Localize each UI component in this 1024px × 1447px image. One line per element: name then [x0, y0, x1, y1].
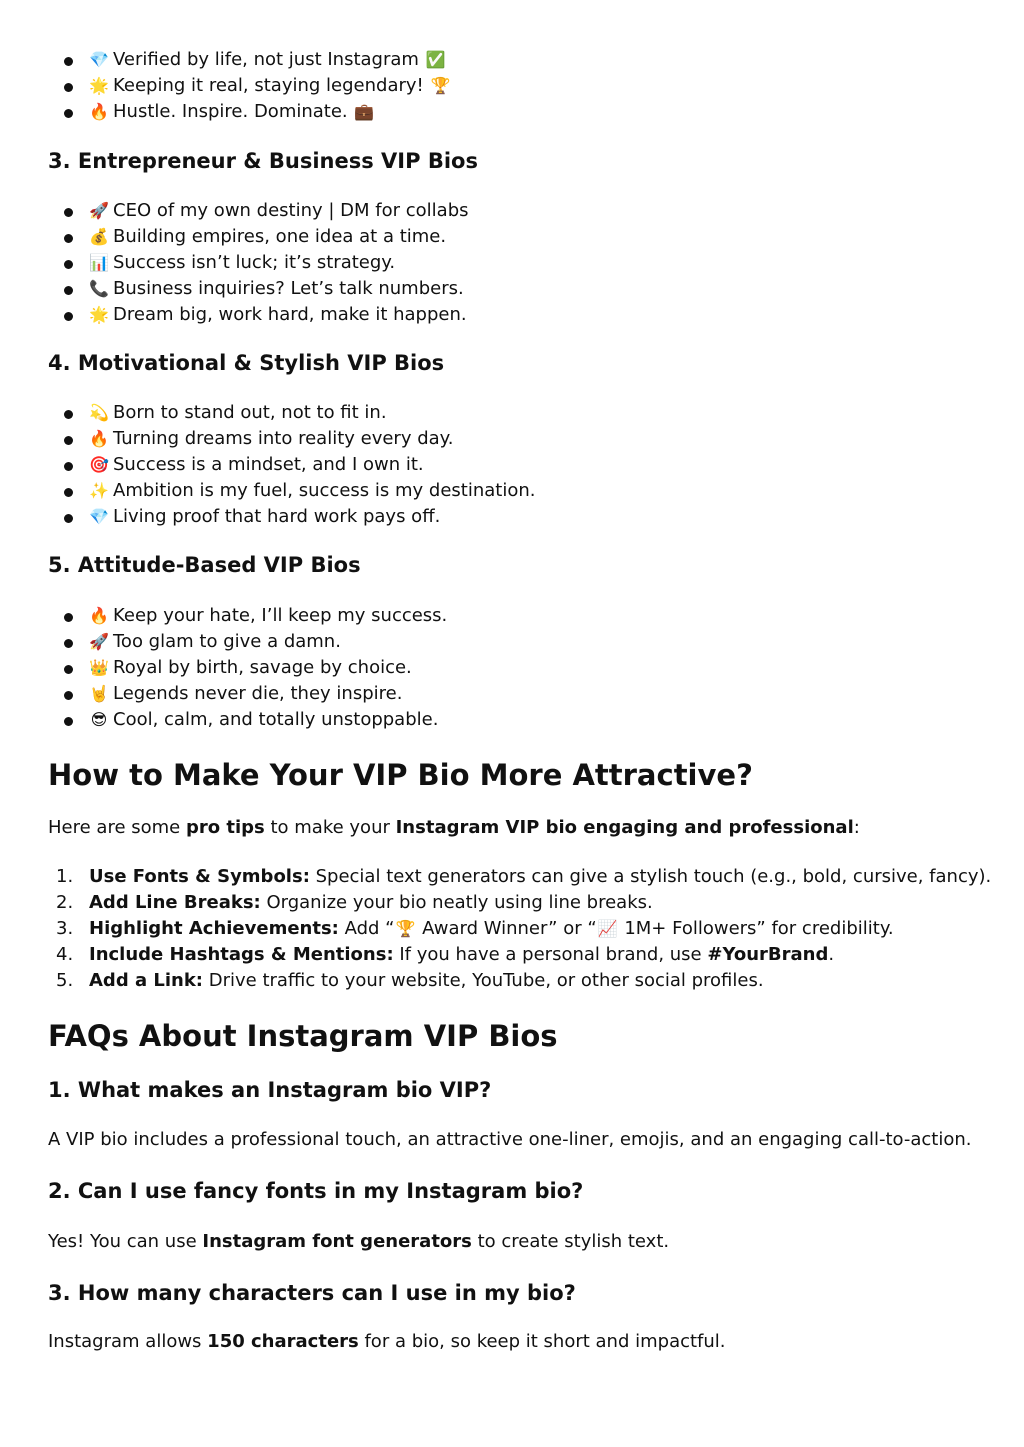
- list-item: [48, 629, 447, 655]
- list-item-text: Success isn’t luck; it’s strategy.: [113, 252, 396, 273]
- attitude-bullet-list: [48, 603, 447, 733]
- tip-text: Special text generators can give a stylish touch (e.g., bold, cursive, fancy).: [309, 866, 992, 887]
- fire-icon: 🔥: [89, 606, 109, 625]
- tip-title: Highlight Achievements:: [89, 918, 339, 939]
- list-item: [48, 968, 991, 994]
- list-item-text: Verified by life, not just Instagram: [113, 49, 419, 70]
- faq-answer-3: [48, 1329, 726, 1355]
- sunglasses-face-icon: 😎: [90, 710, 108, 729]
- list-item-text: CEO of my own destiny | DM for collabs: [113, 200, 469, 221]
- list-item: [48, 198, 469, 224]
- fire-icon: 🔥: [89, 429, 109, 448]
- list-item: [48, 452, 535, 478]
- section-heading-attractive: How to Make Your VIP Bio More Attractive?: [48, 758, 753, 792]
- list-item-text: Building empires, one idea at a time.: [113, 226, 447, 247]
- list-item: [48, 890, 991, 916]
- list-number: 1.: [56, 866, 74, 887]
- tip-text: .: [828, 944, 835, 965]
- tip-title: Add Line Breaks:: [89, 892, 261, 913]
- intro-text: :: [853, 817, 860, 838]
- list-item-text: Keeping it real, staying legendary!: [113, 75, 424, 96]
- gem-icon: 💎: [89, 50, 109, 69]
- tip-text: Award Winner” or “: [416, 918, 597, 939]
- list-item: [48, 504, 535, 530]
- tip-text: If you have a personal brand, use: [393, 944, 708, 965]
- list-item-text: Keep your hate, I’ll keep my success.: [113, 605, 448, 626]
- list-item: [48, 426, 535, 452]
- faq-question-1: 1. What makes an Instagram bio VIP?: [48, 1078, 492, 1102]
- star-icon: 🌟: [89, 76, 109, 95]
- list-item: [48, 655, 447, 681]
- list-item-text: Turning dreams into reality every day.: [113, 428, 454, 449]
- list-item: [48, 942, 991, 968]
- star-icon: 🌟: [89, 305, 109, 324]
- list-item: [48, 400, 535, 426]
- telephone-icon: 📞: [89, 279, 109, 298]
- section-heading-motivational: 4. Motivational & Stylish VIP Bios: [48, 351, 445, 375]
- list-item-text: Cool, calm, and totally unstoppable.: [113, 709, 439, 730]
- rock-hand-icon: 🤘: [89, 684, 109, 703]
- answer-text: to create stylish text.: [471, 1231, 670, 1252]
- list-item: [48, 603, 447, 629]
- target-icon: 🎯: [89, 455, 109, 474]
- section-heading-attitude: 5. Attitude-Based VIP Bios: [48, 553, 361, 577]
- section-heading-faq: FAQs About Instagram VIP Bios: [48, 1019, 558, 1053]
- trophy-icon: 🏆: [430, 76, 451, 95]
- list-item: [48, 707, 447, 733]
- tip-text: Add “: [338, 918, 395, 939]
- intro-bold: Instagram VIP bio engaging and professional: [395, 817, 854, 838]
- faq-answer-2: [48, 1229, 669, 1255]
- list-number: 5.: [56, 970, 74, 991]
- money-bag-icon: 💰: [89, 227, 109, 246]
- list-item: [48, 73, 451, 99]
- fire-icon: 🔥: [89, 102, 109, 121]
- list-item-text: Too glam to give a damn.: [113, 631, 341, 652]
- faq-question-3: 3. How many characters can I use in my bio?: [48, 1281, 576, 1305]
- section-heading-entrepreneur: 3. Entrepreneur & Business VIP Bios: [48, 149, 478, 173]
- attractive-intro: [48, 815, 860, 841]
- tip-title: Use Fonts & Symbols:: [89, 866, 310, 887]
- list-item-text: Living proof that hard work pays off.: [113, 506, 441, 527]
- list-item-text: Royal by birth, savage by choice.: [113, 657, 412, 678]
- tips-numbered-list: [48, 864, 991, 994]
- bar-chart-icon: 📊: [89, 253, 109, 272]
- tip-text: Organize your bio neatly using line breaks.: [260, 892, 653, 913]
- list-item-text: Success is a mindset, and I own it.: [113, 454, 424, 475]
- list-item: [48, 302, 469, 328]
- trophy-icon: 🏆: [395, 919, 416, 938]
- tip-title: Include Hashtags & Mentions:: [89, 944, 394, 965]
- list-item: [48, 99, 451, 125]
- list-item-text: Ambition is my fuel, success is my destination.: [113, 480, 536, 501]
- list-item-text: Hustle. Inspire. Dominate.: [113, 101, 348, 122]
- tip-text: Drive traffic to your website, YouTube, or other social profiles.: [203, 970, 764, 991]
- list-item: [48, 864, 991, 890]
- briefcase-icon: 💼: [354, 102, 375, 121]
- list-number: 3.: [56, 918, 74, 939]
- crown-icon: 👑: [89, 658, 109, 677]
- answer-bold: 150 characters: [207, 1331, 359, 1352]
- list-item: [48, 276, 469, 302]
- intro-text: Here are some: [48, 817, 186, 838]
- faq-question-2: 2. Can I use fancy fonts in my Instagram bio?: [48, 1179, 584, 1203]
- answer-bold: Instagram font generators: [202, 1231, 472, 1252]
- list-item-text: Legends never die, they inspire.: [113, 683, 403, 704]
- entrepreneur-bullet-list: [48, 198, 469, 328]
- list-item: [48, 250, 469, 276]
- intro-bullet-list: [48, 47, 451, 125]
- list-item: [48, 681, 447, 707]
- sparkles-icon: ✨: [89, 481, 109, 500]
- list-item: [48, 478, 535, 504]
- list-item-text: Born to stand out, not to fit in.: [113, 402, 387, 423]
- check-mark-icon: ✅: [425, 50, 446, 69]
- answer-text: Instagram allows: [48, 1331, 208, 1352]
- list-number: 2.: [56, 892, 74, 913]
- gem-icon: 💎: [89, 507, 109, 526]
- dizzy-star-icon: 💫: [89, 403, 109, 422]
- list-item-text: Dream big, work hard, make it happen.: [113, 304, 467, 325]
- hashtag-bold: #YourBrand: [707, 944, 829, 965]
- motivational-bullet-list: [48, 400, 535, 530]
- intro-bold: pro tips: [185, 817, 265, 838]
- tip-title: Add a Link:: [89, 970, 204, 991]
- answer-text: for a bio, so keep it short and impactful.: [358, 1331, 726, 1352]
- answer-text: Yes! You can use: [48, 1231, 203, 1252]
- rocket-icon: 🚀: [89, 632, 109, 651]
- rocket-icon: 🚀: [89, 201, 109, 220]
- tip-text: 1M+ Followers” for credibility.: [618, 918, 894, 939]
- list-item-text: Business inquiries? Let’s talk numbers.: [113, 278, 464, 299]
- list-item: [48, 224, 469, 250]
- faq-answer-1: A VIP bio includes a professional touch, an attractive one-liner, emojis, and an engaging call-to-action.: [48, 1129, 972, 1150]
- list-number: 4.: [56, 944, 74, 965]
- intro-text: to make your: [264, 817, 396, 838]
- chart-increasing-icon: 📈: [597, 919, 618, 938]
- list-item: [48, 916, 991, 942]
- list-item: [48, 47, 451, 73]
